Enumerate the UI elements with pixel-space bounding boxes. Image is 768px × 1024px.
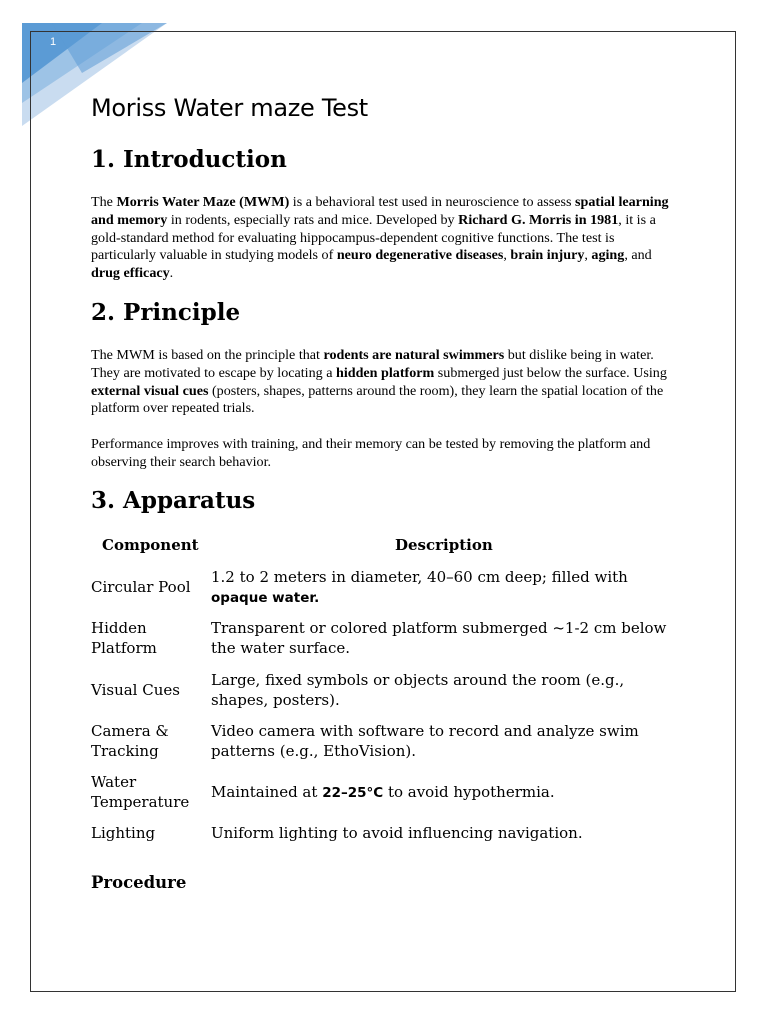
component-cell: Camera & Tracking xyxy=(91,722,169,760)
introduction-heading: 1. Introduction xyxy=(91,146,287,173)
component-cell: Circular Pool xyxy=(91,578,191,596)
introduction-paragraph: The Morris Water Maze (MWM) is a behavioral test used in neuroscience to assess spatial learning and memory in rodents, especially rats and mice. Developed by Richard G. Morris in 1981, it is a gold-standard method for evaluating hippocampus-dependent cognitive functions. The test is particularly valuable in studying models of neuro degenerative diseases, brain injury, aging, and drug efficacy. xyxy=(91,194,669,282)
description-cell: Uniform lighting to avoid influencing navigation. xyxy=(211,824,583,842)
table-header-description: Description xyxy=(395,536,493,554)
component-cell: Lighting xyxy=(91,824,156,842)
document-title: Moriss Water maze Test xyxy=(91,94,368,122)
description-cell: 1.2 to 2 meters in diameter, 40–60 cm deep; filled with opaque water. xyxy=(211,567,628,606)
component-cell: Hidden Platform xyxy=(91,619,157,657)
principle-heading: 2. Principle xyxy=(91,299,241,326)
table-header-component: Component xyxy=(102,536,199,554)
principle-paragraph-2: Performance improves with training, and their memory can be tested by removing the platform and observing their search behavior. xyxy=(91,436,651,470)
description-cell: Transparent or colored platform submerged ~1-2 cm below the water surface. xyxy=(211,619,667,657)
table-row xyxy=(91,772,691,812)
table-row xyxy=(91,721,691,761)
component-cell: Water Temperature xyxy=(91,773,190,811)
table-row xyxy=(91,567,691,607)
principle-paragraph-1: The MWM is based on the principle that rodents are natural swimmers but dislike being in water. They are motivated to escape by locating a hidden platform submerged just below the surface. Using external visual cues (posters, shapes, patterns around the room), they learn the spatial location of the platform over repeated trials. xyxy=(91,347,667,417)
table-row xyxy=(91,823,691,843)
description-cell: Maintained at 22–25°C to avoid hypothermia. xyxy=(211,782,555,801)
description-cell: Video camera with software to record and analyze swim patterns (e.g., EthoVision). xyxy=(211,722,639,760)
table-row xyxy=(91,670,691,710)
page-number: 1 xyxy=(50,36,57,48)
table-row xyxy=(91,618,691,658)
procedure-heading: Procedure xyxy=(91,873,187,892)
apparatus-heading: 3. Apparatus xyxy=(91,487,256,514)
description-cell: Large, fixed symbols or objects around the room (e.g., shapes, posters). xyxy=(211,671,625,709)
component-cell: Visual Cues xyxy=(91,681,180,699)
